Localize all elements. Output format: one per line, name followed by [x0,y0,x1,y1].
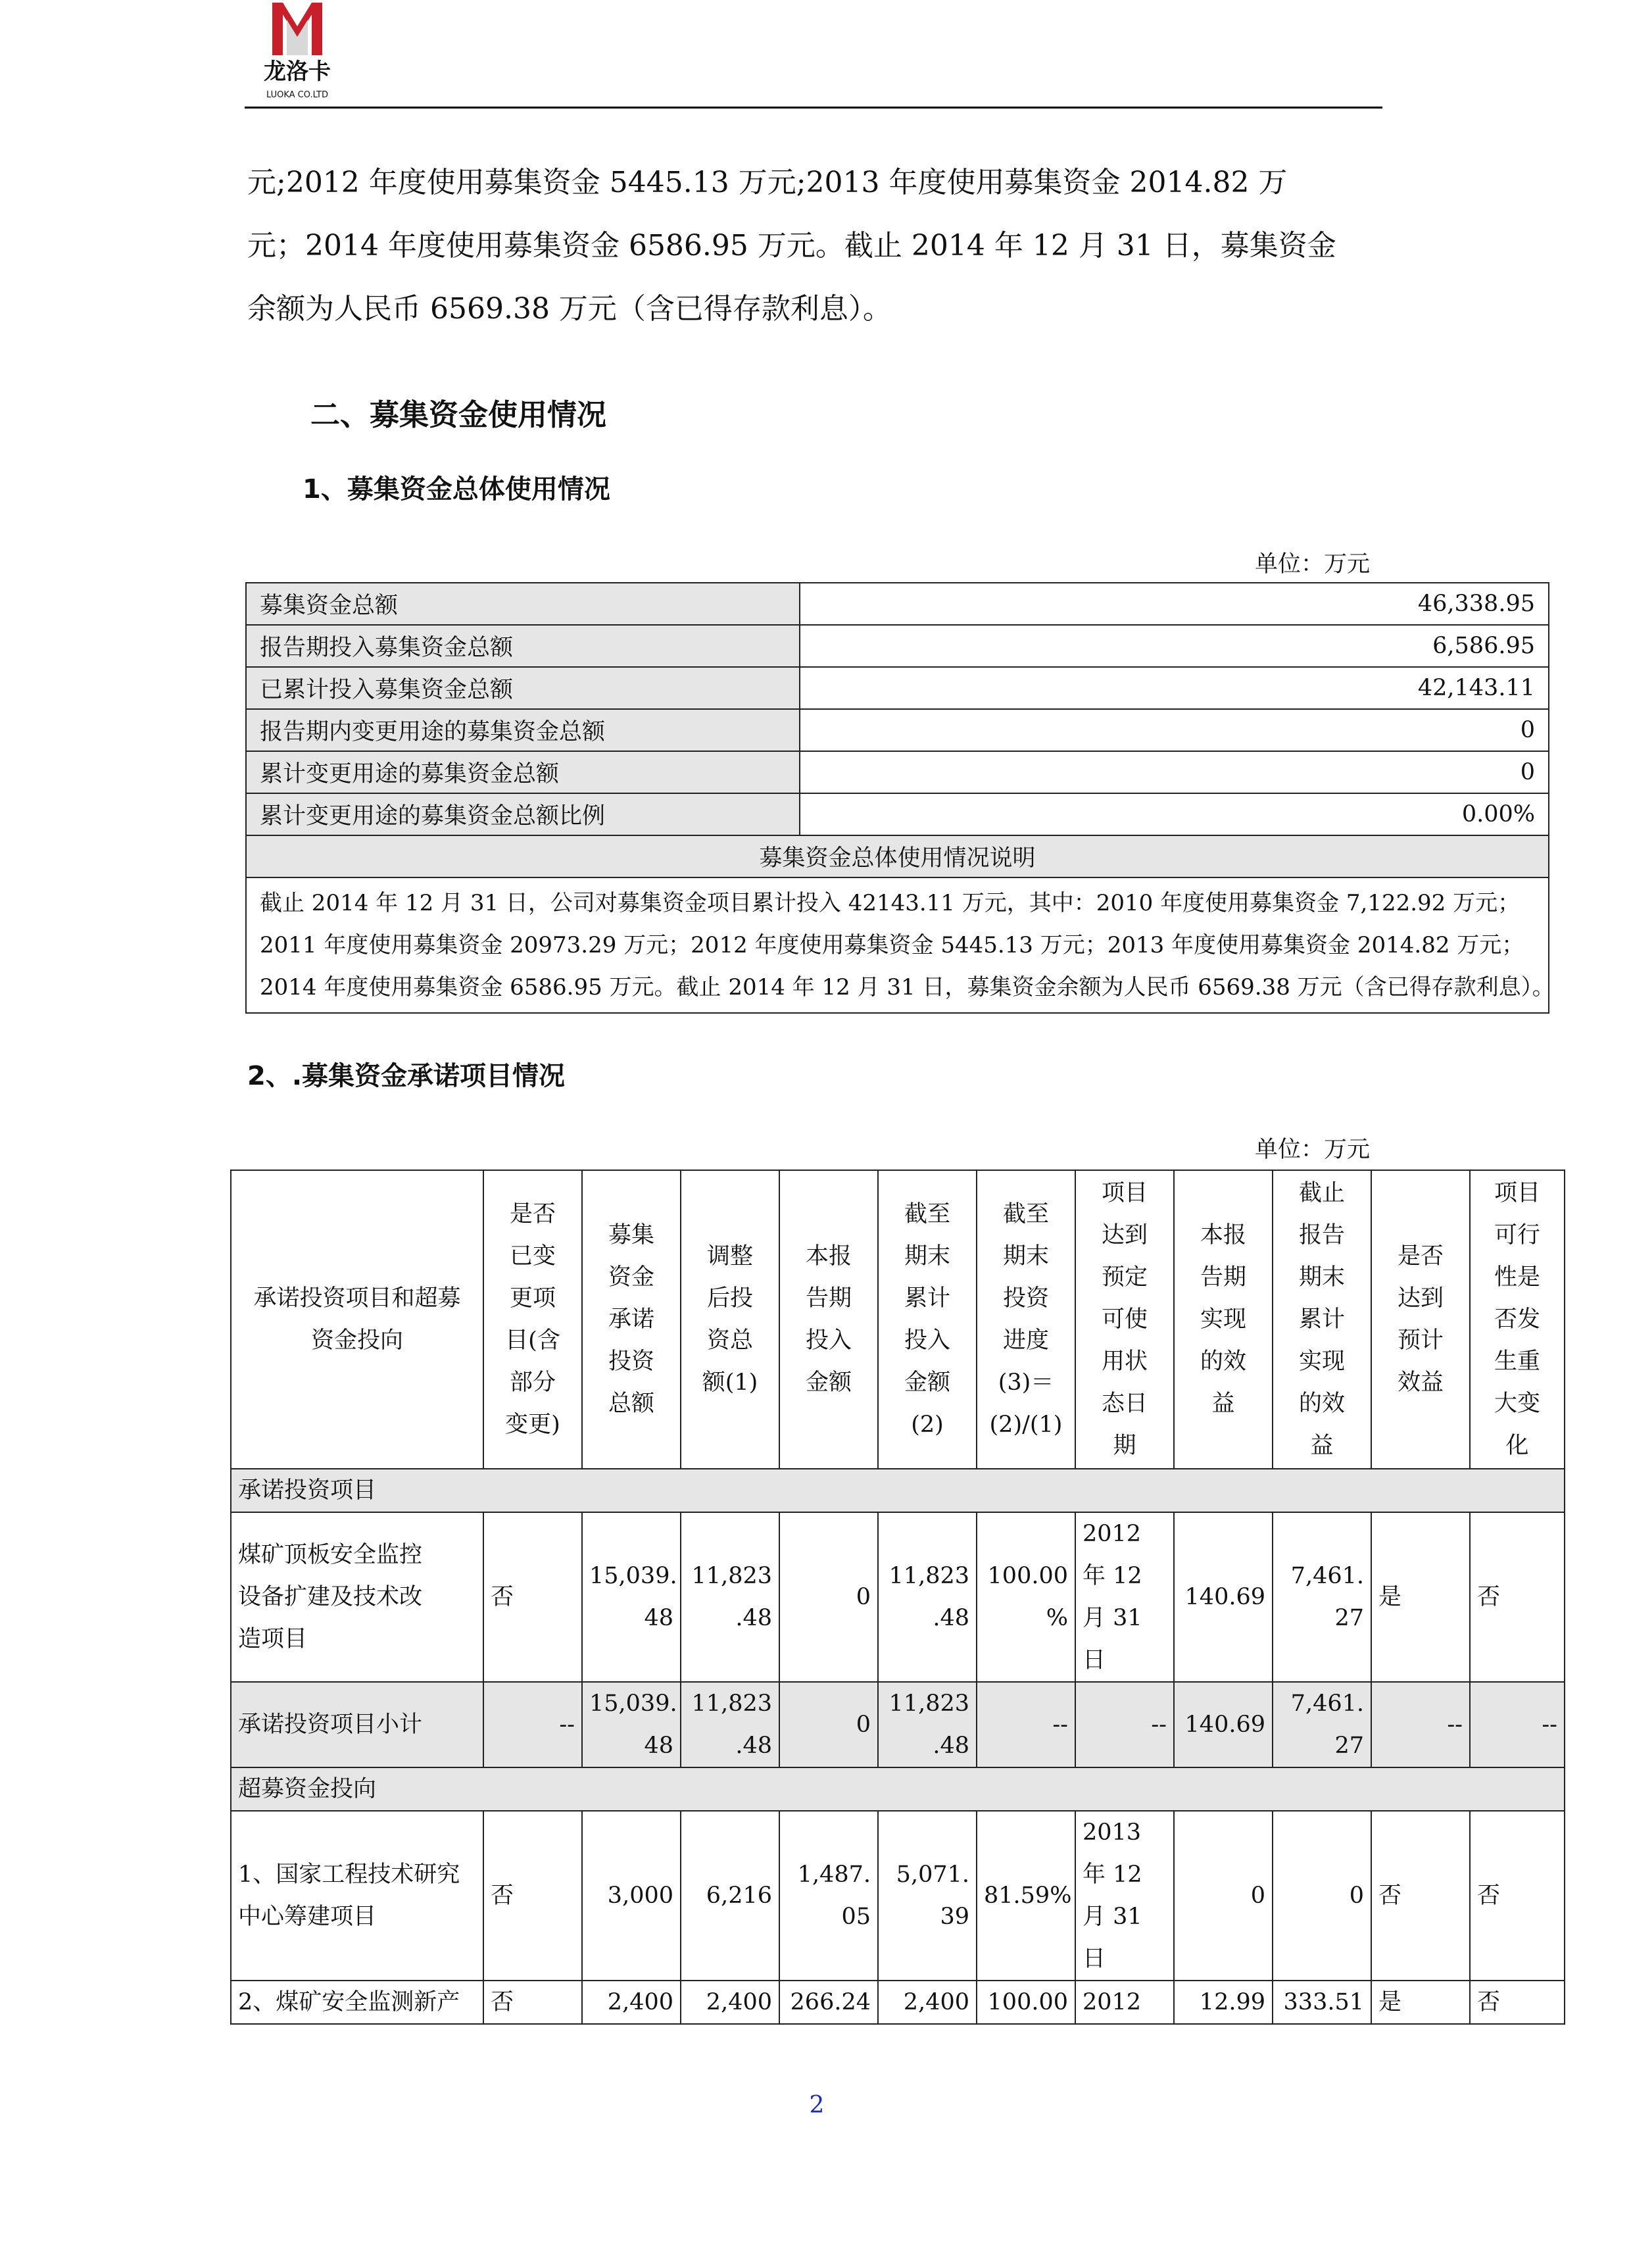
cell-line: % [1046,1605,1068,1631]
cum-benefit-cell: 0 [1273,1811,1371,1981]
row-label: 累计变更用途的募集资金总额比例 [246,793,800,835]
cell-line: 资金 [608,1264,654,1291]
header-cell [1174,1170,1273,1469]
row-value: 46,338.95 [800,583,1549,625]
adjusted-cell: 6,216 [681,1811,779,1981]
cell-line: 期末 [1002,1243,1049,1270]
project-name: 承诺投资项目小计 [231,1682,483,1767]
period-cell: 0 [779,1682,878,1767]
cell-line: 100.00 [987,1563,1068,1589]
adjusted-cell [681,1682,779,1767]
achieved-cell: 否 [1371,1811,1470,1981]
logo-emblem-icon [247,0,346,105]
cell-line: 的效 [1298,1391,1345,1417]
cell-line: 金额 [805,1369,852,1396]
cell-line: 投入 [904,1327,950,1354]
header-cell [1470,1170,1565,1469]
row-value: 6,586.95 [800,625,1549,667]
cell-line: 1,487. [797,1861,871,1888]
cell-line: 总额 [608,1391,654,1417]
subtotal-row [231,1682,1565,1767]
cell-line: 后投 [706,1285,753,1312]
period-cell [779,1811,878,1981]
cell-line: 27 [1334,1733,1364,1759]
cell-line: 27 [1334,1605,1364,1631]
cell-line: 月 31 [1083,1904,1142,1930]
achieved-cell: -- [1371,1682,1470,1767]
changed-cell: -- [483,1682,582,1767]
period-cell: 0 [779,1512,878,1682]
cell-line: .48 [735,1733,772,1759]
cell-line: 效益 [1397,1369,1444,1396]
cell-line: 告期 [1200,1264,1246,1291]
note-line: 2011 年度使用募集资金 20973.29 万元；2012 年度使用募集资金 5445.13 万元；2013 年度使用募集资金 2014.82 万元； [260,932,1524,958]
table-row [231,1811,1565,1981]
cell-line: 截止 [1298,1180,1345,1206]
cell-line: 是否 [1397,1243,1444,1270]
header-cell [231,1170,483,1469]
achieved-cell: 是 [1371,1981,1470,2024]
intro-line: 元；2014 年度使用募集资金 6586.95 万元。截止 2014 年 12 月 31 日，募集资金 [247,229,1336,262]
cell-line: 7,461. [1290,1690,1364,1717]
table-row [246,793,1549,835]
unit-label: 单位：万元 [1255,1137,1371,1163]
cumulative-cell [878,1682,977,1767]
group-label: 超募资金投向 [231,1767,1565,1811]
cell-line: 日 [1083,1946,1106,1972]
cell-line: 年 12 [1083,1861,1142,1888]
adjusted-cell [681,1512,779,1682]
cell-line: 可行 [1494,1222,1540,1248]
row-label: 报告期投入募集资金总额 [246,625,800,667]
cell-line: 变更) [505,1412,560,1438]
cell-line: 目(含 [505,1327,560,1354]
committed-projects-table [230,1170,1565,2025]
cell-line: .48 [933,1733,969,1759]
cell-line: 项目 [1101,1180,1148,1206]
summary-note [246,877,1555,1013]
adjusted-cell: 2,400 [681,1981,779,2024]
feasibility-cell: 否 [1470,1512,1565,1682]
cell-line: .48 [735,1605,772,1631]
cell-line: 报告 [1298,1222,1345,1248]
cum-benefit-cell [1273,1682,1371,1767]
cell-line: 截至 [904,1201,950,1227]
cell-line: 承诺 [608,1306,654,1333]
cell-line: 化 [1505,1433,1529,1459]
progress-cell: -- [977,1682,1075,1767]
cell-line: 预定 [1101,1264,1148,1291]
cell-line: 累计 [1298,1306,1345,1333]
cell-line: 实现 [1298,1348,1345,1375]
cell-line: 本报 [805,1243,852,1270]
row-label: 已累计投入募集资金总额 [246,667,800,709]
row-value: 42,143.11 [800,667,1549,709]
cell-line: 期末 [1298,1264,1345,1291]
benefit-cell: 12.99 [1174,1981,1273,2024]
cell-line: 部分 [509,1369,556,1396]
cumulative-cell: 2,400 [878,1981,977,2024]
cell-line: 告期 [805,1285,852,1312]
cell-line: 预计 [1397,1327,1444,1354]
committed-cell [582,1682,681,1767]
group-row [231,1767,1565,1811]
cell-line: 进度 [1002,1327,1049,1354]
committed-cell: 2,400 [582,1981,681,2024]
cum-benefit-cell: 333.51 [1273,1981,1371,2024]
table-row [246,751,1549,793]
cell-line: 11,823 [889,1563,969,1589]
cell-line: 1、国家工程技术研究 [238,1861,460,1888]
cell-line: 本报 [1200,1222,1246,1248]
header-divider [245,107,1382,109]
header-cell [483,1170,582,1469]
table-row [246,709,1549,751]
row-value: 0 [800,709,1549,751]
cell-line: 39 [940,1904,969,1930]
cell-line: 金额 [904,1369,950,1396]
ready-date-cell [1075,1811,1174,1981]
cell-line: 年 12 [1083,1563,1142,1589]
cum-benefit-cell [1273,1512,1371,1682]
cell-line: 可使 [1101,1306,1148,1333]
cell-line: 已变 [509,1243,556,1270]
cell-line: 额(1) [702,1369,758,1396]
unit-label: 单位：万元 [1255,551,1371,578]
cumulative-cell [878,1811,977,1981]
progress-cell: 81.59% [977,1811,1075,1981]
cell-line: 益 [1310,1433,1334,1459]
cell-line: (2)/(1) [989,1412,1063,1438]
cell-line: 项目 [1494,1180,1540,1206]
table-row [246,877,1549,1013]
cell-line: 生重 [1494,1348,1540,1375]
changed-cell: 否 [483,1512,582,1682]
cell-line: 性是 [1494,1264,1540,1291]
cell-line: 造项目 [238,1626,308,1652]
row-value: 0.00% [800,793,1549,835]
header-cell [681,1170,779,1469]
cell-line: 48 [644,1605,673,1631]
table-row [246,835,1549,877]
achieved-cell: 是 [1371,1512,1470,1682]
project-name: 2、煤矿安全监测新产 [231,1981,483,2024]
cell-line: 累计 [904,1285,950,1312]
row-value: 0 [800,751,1549,793]
feasibility-cell: -- [1470,1682,1565,1767]
cell-line: 煤矿顶板安全监控 [238,1542,423,1568]
cell-line: 中心筹建项目 [238,1904,377,1930]
cell-line: 的效 [1200,1348,1246,1375]
intro-paragraph [247,151,1378,341]
header-cell [582,1170,681,1469]
header-cell [878,1170,977,1469]
committed-cell: 3,000 [582,1811,681,1981]
cell-line: 用状 [1101,1348,1148,1375]
note-line: 2014 年度使用募集资金 6586.95 万元。截止 2014 年 12 月 31 日，募集资金余额为人民币 6569.38 万元（含已得存款利息）。 [260,974,1555,1000]
row-label: 募集资金总额 [246,583,800,625]
progress-cell [977,1512,1075,1682]
summary-caption: 募集资金总体使用情况说明 [246,835,1549,877]
table-row [246,667,1549,709]
cell-line: 设备扩建及技术改 [238,1584,423,1610]
feasibility-cell: 否 [1470,1811,1565,1981]
cell-line: 态日 [1101,1391,1148,1417]
cell-line: 11,823 [889,1690,969,1717]
cell-line: 投资 [608,1348,654,1375]
cell-line: 期 [1113,1433,1136,1459]
table-header-row [231,1170,1565,1469]
header-cell [779,1170,878,1469]
cell-line: 15,039. [589,1690,677,1717]
cell-line: 15,039. [589,1563,677,1589]
subsection-heading: 1、募集资金总体使用情况 [303,474,610,505]
cell-line: 48 [644,1733,673,1759]
cell-line: 更项 [509,1285,556,1312]
progress-cell: 100.00 [977,1981,1075,2024]
changed-cell: 否 [483,1981,582,2024]
cell-line: 达到 [1101,1222,1148,1248]
cell-line: 2013 [1083,1819,1142,1846]
cell-line: 否发 [1494,1306,1540,1333]
cell-line: 期末 [904,1243,950,1270]
benefit-cell: 140.69 [1174,1512,1273,1682]
cell-line: 05 [841,1904,871,1930]
company-logo [247,0,346,105]
table-row [246,625,1549,667]
group-row [231,1469,1565,1512]
logo-subtext: LUOKA CO.LTD [266,90,328,100]
cell-line: 7,461. [1290,1563,1364,1589]
row-label: 累计变更用途的募集资金总额 [246,751,800,793]
cell-line: 截至 [1002,1201,1049,1227]
cell-line: 月 31 [1083,1605,1142,1631]
benefit-cell: 140.69 [1174,1682,1273,1767]
cumulative-cell [878,1512,977,1682]
cell-line: .48 [933,1605,969,1631]
cell-line: 11,823 [691,1563,772,1589]
cell-line: (2) [911,1412,944,1438]
group-label: 承诺投资项目 [231,1469,1565,1512]
cell-line: 调整 [706,1243,753,1270]
header-cell [1371,1170,1470,1469]
cell-line: 2012 [1083,1521,1142,1547]
changed-cell: 否 [483,1811,582,1981]
cell-line: 募集 [608,1222,654,1248]
ready-date-cell [1075,1512,1174,1682]
cell-line: 大变 [1494,1391,1540,1417]
subsection-heading: 2、.募集资金承诺项目情况 [247,1061,566,1091]
ready-date-cell: -- [1075,1682,1174,1767]
cell-line: 承诺投资项目和超募 [253,1285,461,1312]
header-cell [977,1170,1075,1469]
period-cell: 266.24 [779,1981,878,2024]
cell-line: 是否 [509,1201,556,1227]
cell-line: 资总 [706,1327,753,1354]
cell-line: 投入 [805,1327,852,1354]
table-row [246,583,1549,625]
cell-line: 11,823 [691,1690,772,1717]
fund-summary-table [245,582,1555,1014]
header-cell [1273,1170,1371,1469]
intro-line: 余额为人民币 6569.38 万元（含已得存款利息）。 [247,292,892,326]
feasibility-cell: 否 [1470,1981,1565,2024]
cell-line: 益 [1211,1391,1235,1417]
intro-line: 元;2012 年度使用募集资金 5445.13 万元;2013 年度使用募集资金 2014.82 万 [247,166,1288,199]
page-number: 2 [809,2092,825,2119]
table-row [231,1981,1565,2024]
row-label: 报告期内变更用途的募集资金总额 [246,709,800,751]
logo-text: 龙洛卡 [264,59,331,85]
cell-line: 达到 [1397,1285,1444,1312]
cell-line: 5,071. [896,1861,969,1888]
project-name [231,1512,483,1682]
ready-date-cell: 2012 [1075,1981,1174,2024]
section-heading: 二、募集资金使用情况 [310,397,607,432]
committed-cell [582,1512,681,1682]
cell-line: 投资 [1002,1285,1049,1312]
header-cell [1075,1170,1174,1469]
benefit-cell: 0 [1174,1811,1273,1981]
cell-line: 资金投向 [310,1327,403,1354]
note-line: 截止 2014 年 12 月 31 日，公司对募集资金项目累计投入 42143.11 万元，其中：2010 年度使用募集资金 7,122.92 万元； [260,890,1521,916]
table-row [231,1512,1565,1682]
cell-line: 实现 [1200,1306,1246,1333]
cell-line: (3)＝ [998,1369,1054,1396]
project-name [231,1811,483,1981]
cell-line: 日 [1083,1647,1106,1673]
